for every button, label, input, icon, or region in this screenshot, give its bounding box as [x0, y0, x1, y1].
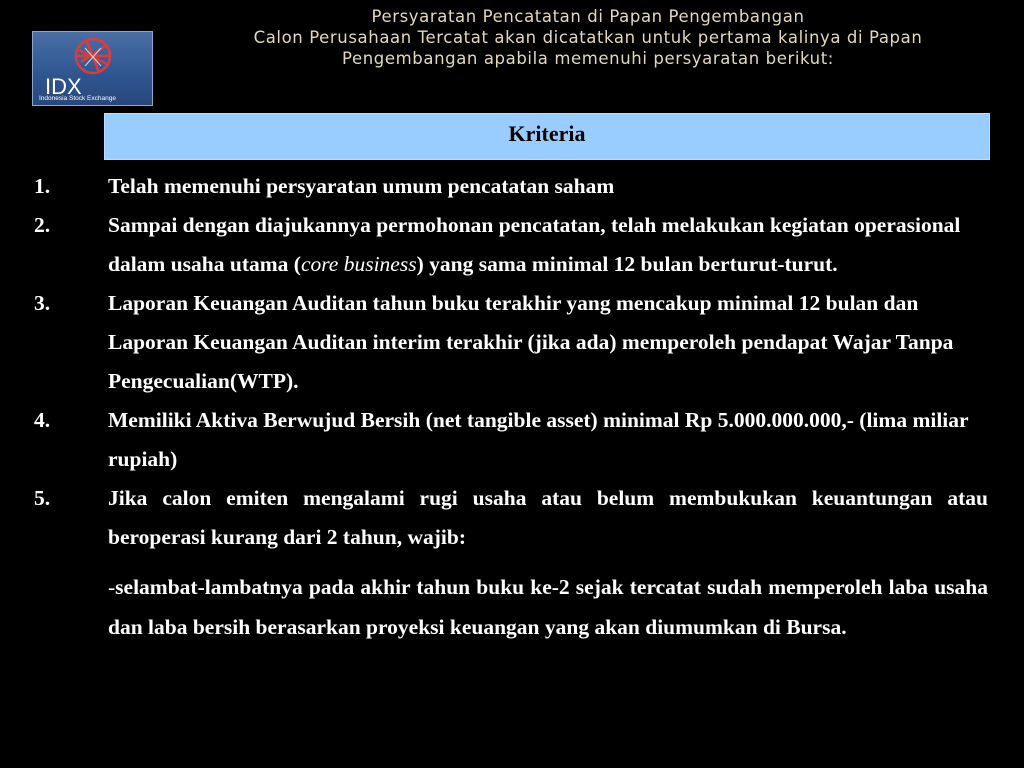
item-text-after: ) yang sama minimal 12 bulan berturut-turut.	[416, 252, 838, 276]
criteria-list	[0, 167, 1024, 647]
item-number: 4.	[34, 408, 51, 432]
criteria-item-2	[0, 206, 988, 284]
item-number: 5.	[34, 486, 51, 510]
criteria-header: Kriteria	[104, 113, 990, 160]
logo-subtitle: Indonesia Stock Exchange	[39, 95, 116, 102]
item-text: Memiliki Aktiva Berwujud Bersih (net tangible asset) minimal Rp 5.000.000.000,- (lima miliar rupiah)	[108, 408, 969, 471]
item-text: Telah memenuhi persyaratan umum pencatatan saham	[108, 174, 615, 198]
title-line-3: Pengembangan apabila memenuhi persyaratan berikut:	[342, 49, 834, 68]
title-line-1: Persyaratan Pencatatan di Papan Pengembangan	[371, 7, 805, 26]
criteria-item-5	[0, 479, 988, 557]
logo-brand: IDX	[45, 74, 82, 99]
sub-item-text: selambat-lambatnya pada akhir tahun buku ke-2 sejak tercatat sudah memperoleh laba usaha dan laba bersih berasarkan proyeksi keuangan yang akan diumumkan di Bursa.	[108, 575, 988, 639]
item-text: Jika calon emiten mengalami rugi usaha atau belum membukukan keuantungan atau beroperasi kurang dari 2 tahun, wajib:	[108, 486, 988, 549]
criteria-item-1	[0, 167, 988, 206]
item-text: Laporan Keuangan Auditan tahun buku terakhir yang mencakup minimal 12 bulan dan Laporan Keuangan Auditan interim terakhir (jika ada) memperoleh pendapat Wajar Tanpa Pengecualian(WTP).	[108, 291, 954, 393]
criteria-item-3	[0, 284, 988, 401]
title-line-2: Calon Perusahaan Tercatat akan dicatatkan untuk pertama kalinya di Papan	[253, 28, 923, 47]
item-number: 1.	[34, 174, 51, 198]
sub-item-dash: -	[108, 575, 116, 599]
slide-title	[160, 6, 1016, 69]
item-text-before: Sampai dengan diajukannya permohonan pencatatan, telah melakukan kegiatan operasional dalam usaha utama (	[108, 213, 961, 276]
item-number: 3.	[34, 291, 51, 315]
item-text-italic: core business	[300, 252, 417, 276]
criteria-sub-item	[0, 567, 988, 647]
idx-mark-icon	[71, 36, 115, 76]
item-text	[108, 213, 960, 276]
criteria-item-4	[0, 401, 988, 479]
item-number: 2.	[34, 213, 51, 237]
idx-logo	[32, 31, 153, 106]
